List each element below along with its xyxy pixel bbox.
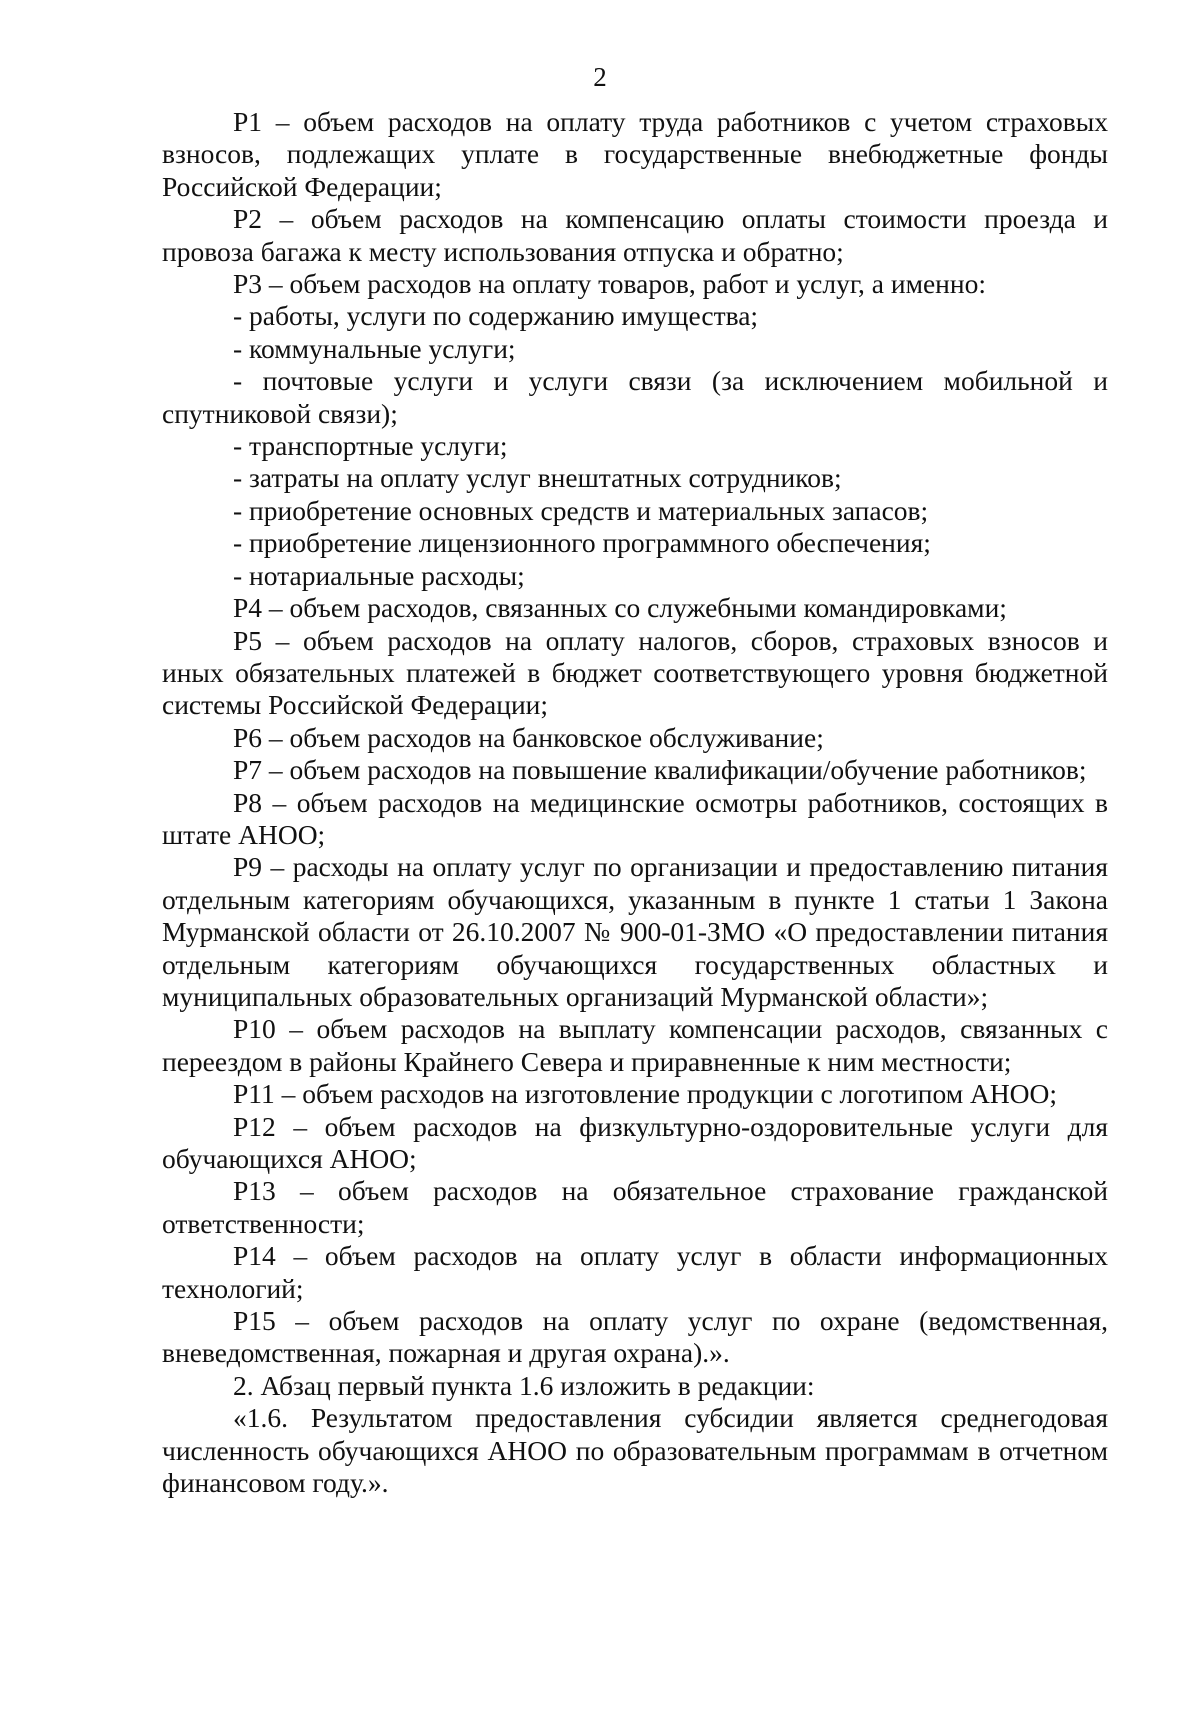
list-item: - коммунальные услуги; (233, 332, 516, 364)
paragraph-r8: Р8 – объем расходов на медицинские осмотры работников, состоящих в штате АНОО; (162, 786, 1108, 850)
paragraph-r1: Р1 – объем расходов на оплату труда работников с учетом страховых взносов, подлежащих уплате в государственные внебюджетные фонды Российской Федерации; (162, 106, 1108, 202)
paragraph-r4: Р4 – объем расходов, связанных со служебными командировками; (233, 592, 1007, 624)
paragraph-clause-1-6: «1.6. Результатом предоставления субсидии является среднегодовая численность обучающихся АНОО по образовательным программам в отчетном финансовом году.». (162, 1402, 1108, 1499)
document-body (162, 106, 1108, 1499)
paragraph-r9: Р9 – расходы на оплату услуг по организации и предоставлению питания отдельным категориям обучающихся, указанным в пункте 1 статьи 1 Закона Мурманской области от 26.10.2007 № 900-01-ЗМО «О предоставлении питания отдельным категориям обучающихся государственных областных и муниципальных образовательных организаций Мурманской области»; (162, 851, 1108, 1012)
list-item: - затраты на оплату услуг внештатных сотрудников; (233, 462, 842, 494)
paragraph-r7: Р7 – объем расходов на повышение квалификации/обучение работников; (233, 754, 1087, 786)
paragraph-amendment-2: 2. Абзац первый пункта 1.6 изложить в редакции: (233, 1369, 815, 1401)
paragraph-r15: Р15 – объем расходов на оплату услуг по охране (ведомственная, вневедомственная, пожарная и другая охрана).». (162, 1305, 1108, 1369)
paragraph-r2: Р2 – объем расходов на компенсацию оплаты стоимости проезда и провоза багажа к месту использования отпуска и обратно; (162, 203, 1108, 267)
paragraph-r10: Р10 – объем расходов на выплату компенсации расходов, связанных с переездом в районы Крайнего Севера и приравненные к ним местности; (162, 1013, 1108, 1077)
page-number: 2 (593, 62, 607, 92)
paragraph-r13: Р13 – объем расходов на обязательное страхование гражданской ответственности; (162, 1175, 1108, 1239)
list-item: - работы, услуги по содержанию имущества; (233, 300, 759, 332)
paragraph-r14: Р14 – объем расходов на оплату услуг в области информационных технологий; (162, 1240, 1108, 1304)
paragraph-r3: Р3 – объем расходов на оплату товаров, работ и услуг, а именно: (233, 268, 987, 300)
paragraph-r5: Р5 – объем расходов на оплату налогов, сборов, страховых взносов и иных обязательных платежей в бюджет соответствующего уровня бюджетной системы Российской Федерации; (162, 624, 1108, 721)
paragraph-r6: Р6 – объем расходов на банковское обслуживание; (233, 721, 824, 753)
list-item: - приобретение основных средств и материальных запасов; (233, 494, 929, 526)
list-item: - почтовые услуги и услуги связи (за исключением мобильной и спутниковой связи); (162, 365, 1108, 429)
list-item: - нотариальные расходы; (233, 559, 525, 591)
paragraph-r11: Р11 – объем расходов на изготовление продукции с логотипом АНОО; (233, 1078, 1058, 1110)
paragraph-r12: Р12 – объем расходов на физкультурно-оздоровительные услуги для обучающихся АНОО; (162, 1110, 1108, 1174)
list-item: - приобретение лицензионного программного обеспечения; (233, 527, 931, 559)
list-item: - транспортные услуги; (233, 430, 508, 462)
